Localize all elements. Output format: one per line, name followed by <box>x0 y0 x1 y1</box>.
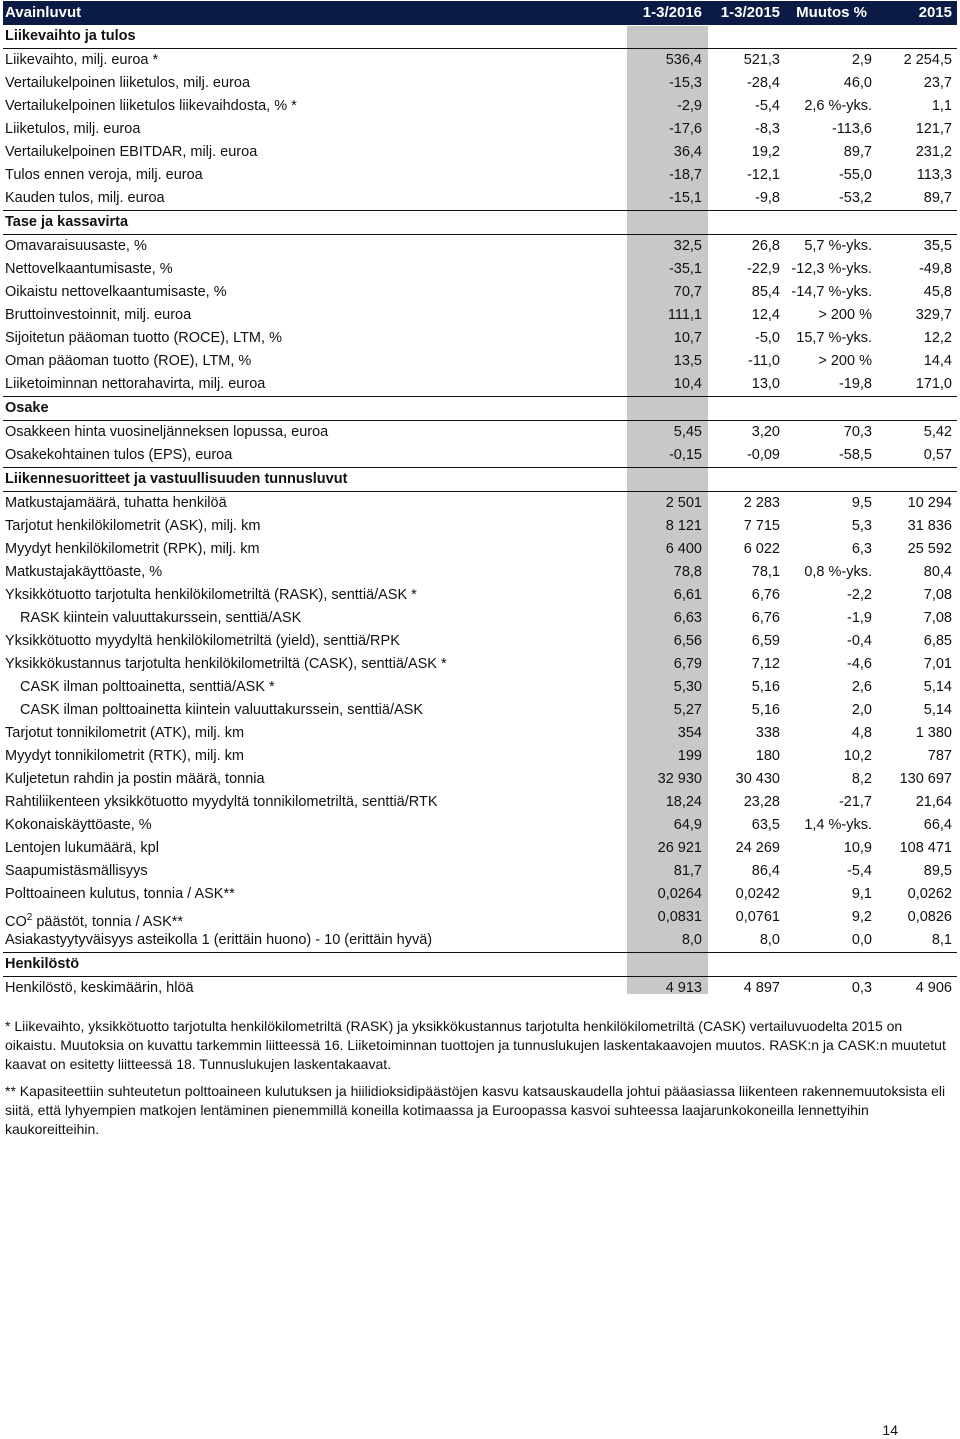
row-value-col-3: -58,5 <box>838 447 872 463</box>
row-value-col-4: 7,08 <box>923 610 952 626</box>
row-value-col-1: 0,0831 <box>657 909 702 925</box>
row-value-col-4: 0,0262 <box>907 886 952 902</box>
row-label: Yksikkökustannus tarjotulta henkilökilometriltä (CASK), senttiä/ASK * <box>5 656 447 672</box>
header-col-2: 1-3/2015 <box>720 4 780 21</box>
row-label: Bruttoinvestoinnit, milj. euroa <box>5 307 192 323</box>
row-value-col-2: -5,4 <box>755 98 780 114</box>
row-value-col-3: 0,8 %-yks. <box>804 564 872 580</box>
row-value-col-2: 2 283 <box>743 495 780 511</box>
row-value-col-1: 36,4 <box>673 144 702 160</box>
row-value-col-4: 89,5 <box>923 863 952 879</box>
row-value-col-2: -5,0 <box>755 330 780 346</box>
row-label: Liiketoiminnan nettorahavirta, milj. euroa <box>5 376 266 392</box>
table-row <box>3 561 957 584</box>
row-value-col-3: 89,7 <box>843 144 872 160</box>
row-value-col-1: 10,4 <box>673 376 702 392</box>
table-row <box>3 722 957 745</box>
row-label: Vertailukelpoinen EBITDAR, milj. euroa <box>5 144 258 160</box>
table-row <box>3 515 957 538</box>
row-value-col-2: 63,5 <box>751 817 780 833</box>
row-value-col-1: 536,4 <box>665 52 702 68</box>
row-value-col-3: 8,2 <box>851 771 872 787</box>
row-value-col-3: > 200 % <box>818 353 872 369</box>
row-value-col-1: -2,9 <box>677 98 702 114</box>
row-value-col-4: 21,64 <box>915 794 952 810</box>
row-value-col-3: 10,2 <box>843 748 872 764</box>
row-label: Oman pääoman tuotto (ROE), LTM, % <box>5 353 252 369</box>
row-value-col-4: 10 294 <box>907 495 952 511</box>
row-value-col-4: 25 592 <box>907 541 952 557</box>
row-value-col-2: 7 715 <box>743 518 780 534</box>
row-value-col-3: -5,4 <box>847 863 872 879</box>
row-label: RASK kiintein valuuttakurssein, senttiä/ASK <box>20 610 302 626</box>
table-body <box>3 25 957 1000</box>
row-value-col-4: 231,2 <box>915 144 952 160</box>
row-value-col-3: 4,8 <box>851 725 872 741</box>
row-label: Vertailukelpoinen liiketulos, milj. euroa <box>5 75 251 91</box>
row-value-col-3: 9,1 <box>851 886 872 902</box>
row-value-col-2: -22,9 <box>746 261 780 277</box>
table-row <box>3 977 957 1000</box>
table-row <box>3 837 957 860</box>
row-value-col-4: 45,8 <box>923 284 952 300</box>
row-value-col-1: 4 913 <box>665 980 702 996</box>
row-value-col-3: 15,7 %-yks. <box>796 330 872 346</box>
table-row <box>3 814 957 837</box>
table-row <box>3 258 957 281</box>
row-value-col-3: -55,0 <box>838 167 872 183</box>
row-value-col-2: 0,0761 <box>735 909 780 925</box>
row-value-col-3: 5,3 <box>851 518 872 534</box>
row-value-col-4: 5,42 <box>923 424 952 440</box>
row-value-col-2: 12,4 <box>751 307 780 323</box>
row-value-col-2: 6,76 <box>751 610 780 626</box>
row-label: Liiketulos, milj. euroa <box>5 121 141 137</box>
row-value-col-4: 7,01 <box>923 656 952 672</box>
table-row <box>3 607 957 630</box>
row-value-col-1: 6 400 <box>665 541 702 557</box>
table-row <box>3 630 957 653</box>
section-heading-row <box>3 25 957 49</box>
row-value-col-3: -12,3 %-yks. <box>791 261 872 277</box>
row-value-col-2: 7,12 <box>751 656 780 672</box>
table-row <box>3 141 957 164</box>
row-label: Vertailukelpoinen liiketulos liikevaihdosta, % * <box>5 98 297 114</box>
row-value-col-1: -15,3 <box>668 75 702 91</box>
row-value-col-1: 70,7 <box>673 284 702 300</box>
row-value-col-2: 6,59 <box>751 633 780 649</box>
table-row <box>3 164 957 187</box>
row-label-part: päästöt, tonnia / ASK** <box>32 914 184 930</box>
table-header <box>3 1 957 25</box>
row-value-col-2: 13,0 <box>751 376 780 392</box>
row-value-col-1: -18,7 <box>668 167 702 183</box>
row-value-col-1: -35,1 <box>668 261 702 277</box>
table-row <box>3 860 957 883</box>
row-value-col-3: 2,0 <box>851 702 872 718</box>
table-row <box>3 444 957 468</box>
row-value-col-4: 80,4 <box>923 564 952 580</box>
row-value-col-1: 0,0264 <box>657 886 702 902</box>
row-value-col-3: 2,9 <box>851 52 872 68</box>
row-value-col-2: 24 269 <box>735 840 780 856</box>
row-value-col-2: 6 022 <box>743 541 780 557</box>
table-row <box>3 538 957 561</box>
row-value-col-4: 1,1 <box>931 98 952 114</box>
row-value-col-4: 23,7 <box>923 75 952 91</box>
row-value-col-3: -1,9 <box>847 610 872 626</box>
table-row <box>3 421 957 444</box>
row-value-col-4: 108 471 <box>899 840 952 856</box>
page-number: 14 <box>882 1422 898 1438</box>
row-value-col-2: -8,3 <box>755 121 780 137</box>
row-value-col-3: 46,0 <box>843 75 872 91</box>
row-label: Lentojen lukumäärä, kpl <box>5 840 159 856</box>
row-value-col-4: 5,14 <box>923 679 952 695</box>
table-row <box>3 745 957 768</box>
row-value-col-4: 329,7 <box>915 307 952 323</box>
row-label: Nettovelkaantumisaste, % <box>5 261 173 277</box>
row-value-col-3: -2,2 <box>847 587 872 603</box>
row-value-col-3: 70,3 <box>843 424 872 440</box>
row-value-col-3: -21,7 <box>838 794 872 810</box>
row-value-col-1: 5,45 <box>673 424 702 440</box>
row-value-col-3: 5,7 %-yks. <box>804 238 872 254</box>
row-value-col-2: 180 <box>755 748 780 764</box>
row-value-col-1: 6,56 <box>673 633 702 649</box>
table-row <box>3 118 957 141</box>
row-value-col-1: 8 121 <box>665 518 702 534</box>
row-value-col-1: 13,5 <box>673 353 702 369</box>
table-row <box>3 327 957 350</box>
section-heading-row <box>3 211 957 235</box>
row-value-col-2: 521,3 <box>743 52 780 68</box>
row-value-col-2: 19,2 <box>751 144 780 160</box>
header-label: Avainluvut <box>5 4 82 21</box>
row-value-col-2: 26,8 <box>751 238 780 254</box>
row-value-col-1: 81,7 <box>673 863 702 879</box>
row-label: Henkilöstö, keskimäärin, hlöä <box>5 980 194 996</box>
row-value-col-3: > 200 % <box>818 307 872 323</box>
row-value-col-1: 32 930 <box>657 771 702 787</box>
row-value-col-2: -0,09 <box>746 447 780 463</box>
section-heading-row <box>3 953 957 977</box>
row-value-col-1: 2 501 <box>665 495 702 511</box>
row-value-col-4: 7,08 <box>923 587 952 603</box>
row-value-col-3: -53,2 <box>838 190 872 206</box>
row-value-col-3: 9,2 <box>851 909 872 925</box>
row-value-col-2: -11,0 <box>748 353 780 369</box>
row-value-col-4: 89,7 <box>923 190 952 206</box>
row-value-col-4: 8,1 <box>931 932 952 948</box>
row-value-col-4: 66,4 <box>923 817 952 833</box>
row-label: Polttoaineen kulutus, tonnia / ASK** <box>5 886 235 902</box>
row-value-col-2: -12,1 <box>746 167 780 183</box>
row-label: Liikevaihto, milj. euroa * <box>5 52 159 68</box>
row-value-col-1: 10,7 <box>673 330 702 346</box>
row-value-col-4: 121,7 <box>915 121 952 137</box>
row-label: Matkustajamäärä, tuhatta henkilöä <box>5 495 227 511</box>
row-label: Asiakastyytyväisyys asteikolla 1 (erittäin huono) - 10 (erittäin hyvä) <box>5 932 433 948</box>
row-value-col-4: 113,3 <box>916 167 952 183</box>
footnotes <box>5 1017 955 1147</box>
row-label: Rahtiliikenteen yksikkötuotto myydyltä tonnikilometriltä, senttiä/RTK <box>5 794 438 810</box>
row-value-col-3: -19,8 <box>838 376 872 392</box>
row-label: Kuljetetun rahdin ja postin määrä, tonnia <box>5 771 265 787</box>
row-value-col-2: 8,0 <box>759 932 780 948</box>
row-value-col-1: 111,1 <box>667 307 702 323</box>
row-value-col-1: 6,63 <box>673 610 702 626</box>
row-value-col-1: 5,30 <box>673 679 702 695</box>
row-label: Tulos ennen veroja, milj. euroa <box>5 167 203 183</box>
row-value-col-2: -9,8 <box>755 190 780 206</box>
row-value-col-3: -14,7 %-yks. <box>791 284 872 300</box>
row-label-subscript: 2 <box>26 912 33 923</box>
row-value-col-3: 2,6 <box>851 679 872 695</box>
row-value-col-3: -113,6 <box>831 121 872 137</box>
row-label: Omavaraisuusaste, % <box>5 238 147 254</box>
row-value-col-4: 14,4 <box>923 353 952 369</box>
row-value-col-2: -28,4 <box>746 75 780 91</box>
row-value-col-4: 31 836 <box>907 518 952 534</box>
table-row <box>3 72 957 95</box>
row-value-col-2: 0,0242 <box>735 886 780 902</box>
section-heading-row <box>3 468 957 492</box>
row-label: Yksikkötuotto tarjotulta henkilökilometriltä (RASK), senttiä/ASK * <box>5 587 417 603</box>
row-value-col-3: 10,9 <box>843 840 872 856</box>
row-label: Matkustajakäyttöaste, % <box>5 564 163 580</box>
row-value-col-4: 5,14 <box>923 702 952 718</box>
row-value-col-2: 3,20 <box>751 424 780 440</box>
row-label: Kokonaiskäyttöaste, % <box>5 817 152 833</box>
table-row <box>3 373 957 397</box>
section-title: Liikevaihto ja tulos <box>5 28 136 44</box>
table-row <box>3 653 957 676</box>
table-row <box>3 281 957 304</box>
row-label: Sijoitetun pääoman tuotto (ROCE), LTM, % <box>5 330 282 346</box>
table-row <box>3 883 957 906</box>
row-label: Saapumistäsmällisyys <box>5 863 148 879</box>
section-title: Osake <box>5 400 49 416</box>
row-value-col-1: 78,8 <box>673 564 702 580</box>
row-value-col-3: 9,5 <box>851 495 872 511</box>
table-row <box>3 304 957 327</box>
row-value-col-3: 6,3 <box>851 541 872 557</box>
row-label-part: CO <box>5 914 27 930</box>
row-value-col-3: 0,0 <box>851 932 872 948</box>
row-label: Osakekohtainen tulos (EPS), euroa <box>5 447 233 463</box>
row-value-col-4: 12,2 <box>923 330 952 346</box>
row-value-col-1: 64,9 <box>673 817 702 833</box>
row-label: CASK ilman polttoainetta, senttiä/ASK * <box>20 679 275 695</box>
header-col-3: Muutos % <box>796 4 867 21</box>
row-value-col-1: 26 921 <box>657 840 702 856</box>
table-row <box>3 768 957 791</box>
key-figures-table <box>3 1 957 1000</box>
row-value-col-1: 6,79 <box>673 656 702 672</box>
row-value-col-4: 787 <box>927 748 952 764</box>
section-title: Tase ja kassavirta <box>5 214 129 230</box>
table-row <box>3 584 957 607</box>
row-value-col-3: 2,6 %-yks. <box>804 98 872 114</box>
row-value-col-4: 35,5 <box>923 238 952 254</box>
row-value-col-4: 6,85 <box>923 633 952 649</box>
row-value-col-3: -4,6 <box>847 656 872 672</box>
row-value-col-3: 1,4 %-yks. <box>804 817 872 833</box>
row-label: Kauden tulos, milj. euroa <box>5 190 165 206</box>
row-value-col-1: 5,27 <box>673 702 702 718</box>
row-value-col-1: 354 <box>677 725 702 741</box>
row-label: Oikaistu nettovelkaantumisaste, % <box>5 284 227 300</box>
table-row <box>3 676 957 699</box>
row-value-col-3: -0,4 <box>847 633 872 649</box>
row-value-col-1: 199 <box>677 748 702 764</box>
table-row <box>3 492 957 515</box>
row-value-col-3: 0,3 <box>851 980 872 996</box>
table-row <box>3 187 957 211</box>
row-value-col-4: 130 697 <box>899 771 952 787</box>
row-value-col-2: 6,76 <box>751 587 780 603</box>
row-label: Osakkeen hinta vuosineljänneksen lopussa, euroa <box>5 424 329 440</box>
row-value-col-1: 8,0 <box>681 932 702 948</box>
row-value-col-2: 78,1 <box>751 564 780 580</box>
row-value-col-1: -17,6 <box>668 121 702 137</box>
row-label: Myydyt henkilökilometrit (RPK), milj. km <box>5 541 260 557</box>
row-value-col-2: 338 <box>755 725 780 741</box>
row-value-col-2: 4 897 <box>743 980 780 996</box>
row-value-col-4: 2 254,5 <box>903 52 952 68</box>
row-value-col-4: 1 380 <box>915 725 952 741</box>
footnote-2: ** Kapasiteettiin suhteutetun polttoaineen kulutuksen ja hiilidioksidipäästöjen kasvu katsauskaudella johtui pääasiassa liikenteen rakennemuutoksista eli siitä, että lyhyempien matkojen lentäminen pienemmillä koneilla kotimaassa ja Euroopassa kasvoi suhteessa laajarunkokoneilla lennettyihin kaukoreitteihin. <box>5 1083 946 1137</box>
row-value-col-4: 171,0 <box>915 376 952 392</box>
row-value-col-4: 0,0826 <box>907 909 952 925</box>
row-label: CASK ilman polttoainetta kiintein valuuttakurssein, senttiä/ASK <box>20 702 423 718</box>
row-value-col-4: 4 906 <box>915 980 952 996</box>
row-label: Myydyt tonnikilometrit (RTK), milj. km <box>5 748 245 764</box>
section-title: Henkilöstö <box>5 956 80 972</box>
row-value-col-4: 0,57 <box>923 447 952 463</box>
header-col-4: 2015 <box>918 4 952 21</box>
table-row <box>3 49 957 72</box>
row-value-col-1: 6,61 <box>673 587 702 603</box>
table-row <box>3 929 957 953</box>
row-value-col-2: 85,4 <box>751 284 780 300</box>
row-value-col-2: 5,16 <box>751 702 780 718</box>
row-value-col-1: 32,5 <box>673 238 702 254</box>
table-row <box>3 906 957 929</box>
row-value-col-2: 23,28 <box>743 794 780 810</box>
row-value-col-1: 18,24 <box>665 794 702 810</box>
footnote-1: * Liikevaihto, yksikkötuotto tarjotulta henkilökilometriltä (RASK) ja yksikkökustannus tarjotulta henkilökilometriltä (CASK) vertailuvuodelta 2015 on oikaistu. Muutoksia on kuvattu tarkemmin liitteessä 16. Liiketoiminnan tuottojen ja tunnuslukujen laskentakaavojen muutos. RASK:n ja CASK:n muutetut kaavat on esitetty liitteessä 18. Tunnuslukujen laskentakaavat. <box>5 1018 946 1072</box>
row-label: Tarjotut henkilökilometrit (ASK), milj. km <box>5 518 261 534</box>
row-value-col-1: -0,15 <box>668 447 702 463</box>
header-col-1: 1-3/2016 <box>642 4 702 21</box>
row-value-col-2: 30 430 <box>735 771 780 787</box>
row-label: Yksikkötuotto myydyltä henkilökilometriltä (yield), senttiä/RPK <box>5 633 400 649</box>
row-value-col-2: 86,4 <box>751 863 780 879</box>
row-value-col-2: 5,16 <box>751 679 780 695</box>
table-row <box>3 791 957 814</box>
table-row <box>3 95 957 118</box>
section-title: Liikennesuoritteet ja vastuullisuuden tunnusluvut <box>5 471 348 487</box>
row-value-col-4: -49,8 <box>918 261 952 277</box>
table-row <box>3 350 957 373</box>
table-row <box>3 235 957 258</box>
section-heading-row <box>3 397 957 421</box>
row-label: Tarjotut tonnikilometrit (ATK), milj. km <box>5 725 245 741</box>
row-value-col-1: -15,1 <box>668 190 702 206</box>
table-row <box>3 699 957 722</box>
